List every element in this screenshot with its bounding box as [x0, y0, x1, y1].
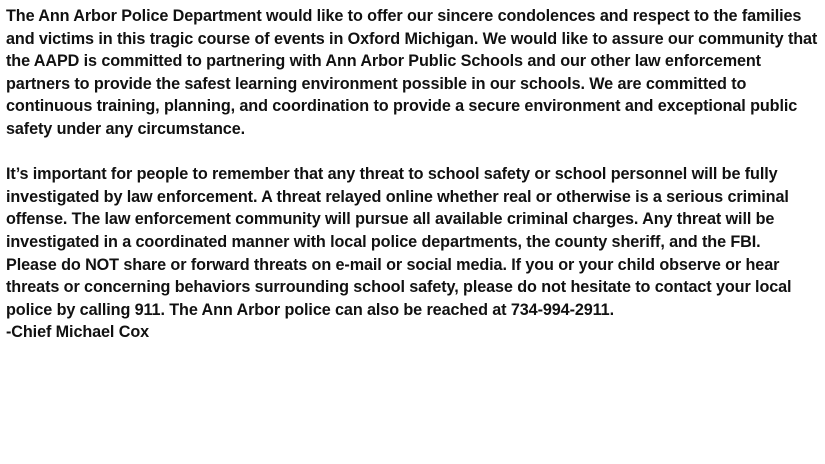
signature: -Chief Michael Cox [6, 323, 150, 342]
police-statement [6, 5, 818, 344]
threat-investigation-paragraph: It’s important for people to remember that any threat to school safety or school personnel will be fully investigated by law enforcement. A threat relayed online whether real or otherwise is a serious criminal offense. The law enforcement community will pursue all available criminal charges. Any threat will be investigated in a coordinated manner with local police departments, the county sheriff, and the FBI. [6, 165, 789, 251]
paragraph-spacer [6, 141, 818, 164]
condolence-paragraph: The Ann Arbor Police Department would like to offer our sincere condolences and respect to the families and victims in this tragic course of events in Oxford Michigan. We would like to assure our community that the AAPD is committed to partnering with Ann Arbor Public Schools and our other law enforcement partners to provide the safest learning environment possible in our schools. We are committed to continuous training, planning, and coordination to provide a secure environment and exceptional public safety under any circumstance. [6, 7, 818, 138]
reporting-instructions-paragraph: Please do NOT share or forward threats on e-mail or social media. If you or your child observe or hear threats or concerning behaviors surrounding school safety, please do not hesitate to contact your local police by calling 911. The Ann Arbor police can also be reached at 734-994-2911. [6, 255, 792, 319]
